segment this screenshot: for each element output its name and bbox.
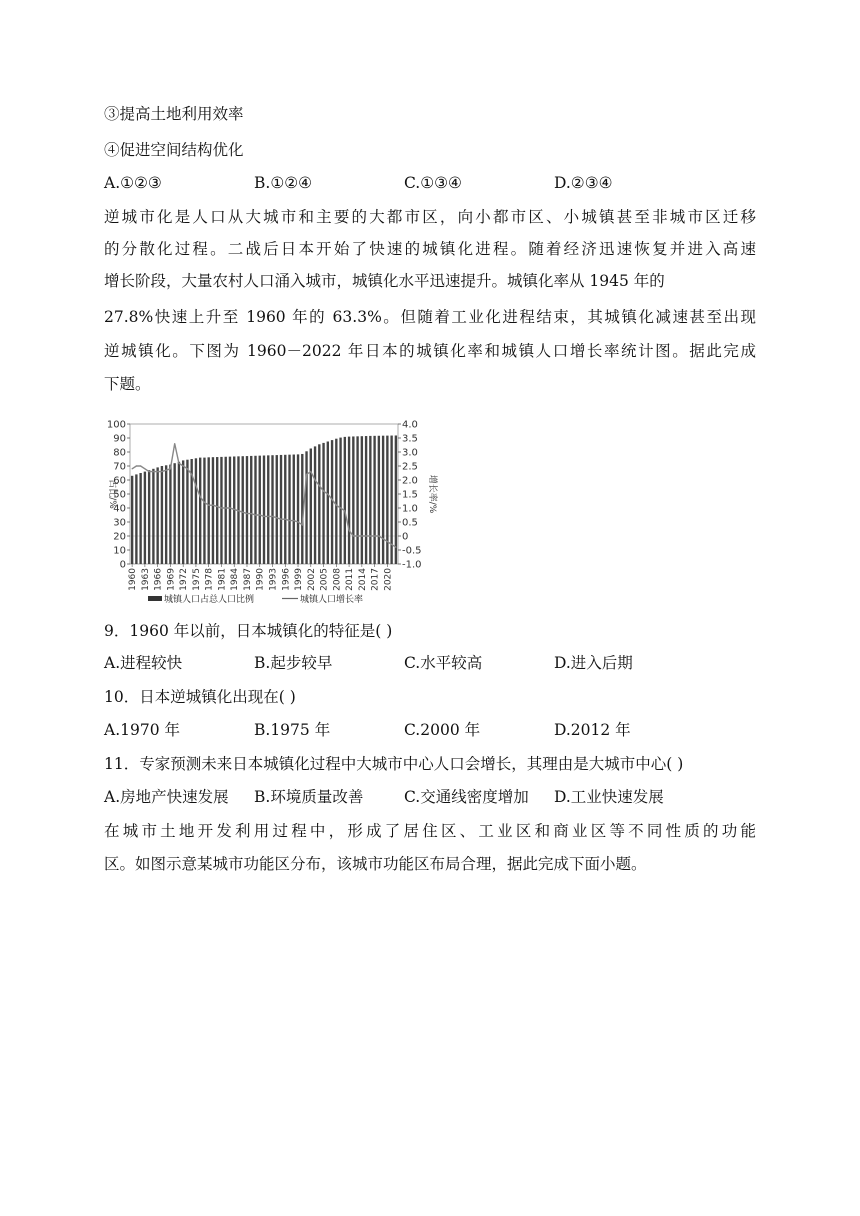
urban-share-bar (178, 462, 180, 564)
urban-share-bar (169, 465, 171, 564)
urban-share-bar (373, 436, 375, 564)
passage1-line-3: 增长阶段，大量农村人口涌入城市，城镇化水平迅速提升。城镇化率从 1945 年的 (104, 272, 665, 290)
growth-rate-point (331, 499, 332, 500)
growth-rate-point (280, 519, 281, 520)
passage1-line-1: 逆城市化是人口从大城市和主要的大都市区，向小都市区、小城镇甚至非城市区迁移 (104, 208, 756, 226)
right-tick-label: 2.0 (402, 475, 418, 487)
right-tick-label: 4.0 (402, 419, 418, 431)
urban-share-bar (131, 476, 133, 564)
left-tick-label: 50 (113, 489, 126, 501)
urban-share-bar (220, 457, 222, 564)
urban-share-bar (216, 457, 218, 564)
growth-rate-point (391, 544, 392, 545)
left-tick-label: 100 (106, 419, 126, 431)
growth-rate-point (217, 506, 218, 507)
x-tick-label: 1960 (128, 568, 139, 591)
q11-choice-c: C.交通线密度增加 (404, 788, 529, 806)
x-tick-label: 1993 (268, 568, 279, 591)
urban-share-bar (271, 455, 273, 564)
urban-share-bar (297, 454, 299, 564)
growth-rate-point (246, 513, 247, 514)
urban-share-bar (344, 437, 346, 564)
urban-share-bar (139, 473, 141, 564)
x-tick-label: 2020 (383, 568, 394, 591)
urban-share-bar (212, 457, 214, 564)
urban-share-bar (327, 442, 329, 565)
growth-rate-point (204, 502, 205, 503)
growth-rate-point (136, 465, 137, 466)
growth-rate-point (191, 474, 192, 475)
q10-choice-a: A.1970 年 (104, 721, 180, 739)
growth-rate-point (259, 514, 260, 515)
growth-rate-point (174, 443, 175, 444)
x-tick-label: 1990 (255, 568, 266, 591)
x-tick-label: 2008 (332, 568, 343, 591)
urban-share-bar (369, 436, 371, 564)
q11-choice-b: B.环境质量改善 (254, 788, 364, 806)
x-tick-label: 1996 (281, 568, 292, 591)
urban-share-bar (305, 451, 307, 564)
legend-bar-swatch (148, 596, 162, 601)
growth-rate-point (208, 505, 209, 506)
urban-share-bar (361, 436, 363, 564)
urban-share-bar (254, 456, 256, 564)
right-tick-label: 2.5 (402, 461, 418, 473)
urban-share-bar (144, 472, 146, 564)
option-item-3: ③提高土地利用效率 (104, 105, 244, 123)
q9-choice-c: C.水平较高 (404, 654, 483, 672)
urban-share-bar (284, 455, 286, 564)
urban-share-bar (246, 456, 248, 564)
left-axis-label: 占比/% (107, 479, 117, 509)
question-9-stem: 9．1960 年以前，日本城镇化的特征是( ) (104, 622, 393, 640)
growth-rate-point (348, 530, 349, 531)
growth-rate-point (187, 468, 188, 469)
right-tick-label: -0.5 (402, 545, 422, 557)
q11-choice-a: A.房地产快速发展 (104, 788, 229, 806)
left-tick-label: 80 (113, 447, 126, 459)
right-tick-label: 1.0 (402, 503, 418, 515)
left-tick-label: 40 (113, 503, 126, 515)
growth-rate-point (310, 471, 311, 472)
q10-choice-b: B.1975 年 (254, 721, 331, 739)
urban-share-bar (208, 457, 210, 564)
growth-rate-point (212, 505, 213, 506)
right-axis-label: 增长率/% (427, 474, 437, 514)
growth-rate-point (166, 470, 167, 471)
q9-choice-b: B.起步较早 (254, 654, 333, 672)
q9-choice-d: D.进入后期 (554, 654, 633, 672)
left-tick-label: 0 (119, 559, 126, 571)
urban-share-bar (288, 455, 290, 564)
passage1-line-2: 的分散化过程。二战后日本开始了快速的城镇化进程。随着经济迅速恢复并进入高速 (104, 240, 756, 258)
growth-rate-point (314, 479, 315, 480)
urban-share-bar (314, 446, 316, 564)
left-tick-label: 30 (113, 517, 126, 529)
growth-rate-point (336, 505, 337, 506)
growth-rate-point (183, 465, 184, 466)
growth-rate-point (225, 507, 226, 508)
q11-choice-d: D.工业快速发展 (554, 788, 664, 806)
q9-choice-a: A.进程较快 (104, 654, 183, 672)
urban-share-bar (173, 463, 175, 564)
urban-share-bar (152, 469, 154, 564)
growth-rate-point (221, 507, 222, 508)
left-tick-label: 70 (113, 461, 126, 473)
growth-rate-point (378, 535, 379, 536)
growth-rate-point (387, 541, 388, 542)
choice-c: C.①③④ (404, 174, 462, 192)
urban-share-bar (378, 436, 380, 564)
urban-share-bar (322, 443, 324, 564)
passage2-line-1: 在城市土地开发利用过程中，形成了居住区、工业区和商业区等不同性质的功能 (104, 822, 756, 840)
growth-rate-point (161, 471, 162, 472)
growth-rate-point (319, 485, 320, 486)
growth-rate-point (170, 468, 171, 469)
urban-share-bar (318, 444, 320, 564)
urban-share-bar (186, 460, 188, 564)
growth-rate-point (149, 471, 150, 472)
right-tick-label: 1.5 (402, 489, 418, 501)
urban-share-bar (293, 455, 295, 564)
right-tick-label: 3.0 (402, 447, 418, 459)
growth-rate-point (242, 512, 243, 513)
growth-rate-point (140, 465, 141, 466)
growth-rate-point (357, 535, 358, 536)
growth-rate-point (195, 485, 196, 486)
right-tick-label: -1.0 (402, 559, 422, 571)
growth-rate-point (383, 538, 384, 539)
question-10-stem: 10．日本逆城镇化出现在( ) (104, 688, 296, 706)
x-tick-label: 1963 (140, 568, 151, 591)
x-tick-label: 1975 (191, 568, 202, 591)
x-tick-label: 1987 (242, 568, 253, 591)
x-tick-label: 1969 (166, 568, 177, 591)
urban-share-bar (263, 456, 265, 565)
growth-rate-point (361, 535, 362, 536)
x-tick-label: 2014 (357, 568, 368, 591)
right-tick-label: 3.5 (402, 433, 418, 445)
left-tick-label: 20 (113, 531, 126, 543)
legend-label-growth-rate: 城镇人口增长率 (300, 595, 364, 605)
legend-label-urban-share: 城镇人口占总人口比例 (164, 595, 255, 605)
x-tick-label: 1981 (217, 568, 228, 591)
growth-rate-point (323, 491, 324, 492)
urban-share-bar (165, 465, 167, 564)
chart-svg (100, 412, 440, 612)
growth-rate-point (178, 463, 179, 464)
q10-choice-c: C.2000 年 (404, 721, 481, 739)
growth-rate-point (263, 516, 264, 517)
growth-rate-point (255, 514, 256, 515)
growth-rate-point (327, 493, 328, 494)
x-tick-label: 2017 (370, 568, 381, 591)
urban-share-bar (195, 458, 197, 564)
urban-share-bar (365, 436, 367, 564)
growth-rate-point (157, 471, 158, 472)
urban-share-bar (352, 436, 354, 564)
urban-share-bar (280, 455, 282, 564)
urban-share-bar (225, 457, 227, 564)
passage1-line-6: 下题。 (104, 375, 151, 393)
urban-share-bar (310, 449, 312, 565)
growth-rate-point (353, 535, 354, 536)
growth-rate-point (229, 507, 230, 508)
urbanization-chart (100, 412, 440, 612)
growth-rate-point (289, 520, 290, 521)
x-tick-label: 2002 (306, 568, 317, 591)
growth-rate-point (302, 524, 303, 525)
growth-rate-point (200, 496, 201, 497)
growth-rate-point (144, 468, 145, 469)
growth-rate-point (365, 535, 366, 536)
option-item-4: ④促进空间结构优化 (104, 141, 244, 159)
growth-rate-point (293, 520, 294, 521)
choice-b: B.①②④ (254, 174, 313, 192)
right-tick-label: 0 (402, 531, 409, 543)
urban-share-bar (382, 436, 384, 564)
growth-rate-point (132, 468, 133, 469)
urban-share-bar (242, 456, 244, 564)
urban-share-bar (250, 456, 252, 564)
growth-rate-point (276, 517, 277, 518)
passage2-line-2: 区。如图示意某城市功能区分布，该城市功能区布局合理，据此完成下面小题。 (104, 855, 647, 873)
growth-rate-point (370, 535, 371, 536)
urban-share-bar (339, 438, 341, 564)
growth-rate-point (268, 516, 269, 517)
urban-share-bar (182, 460, 184, 564)
growth-rate-point (340, 507, 341, 508)
urban-share-bar (395, 435, 397, 564)
urban-share-bar (135, 474, 137, 564)
urban-share-bar (267, 455, 269, 564)
growth-rate-point (234, 509, 235, 510)
right-tick-label: 0.5 (402, 517, 418, 529)
urban-share-bar (335, 439, 337, 564)
passage1-line-4: 27.8%快速上升至 1960 年的 63.3%。但随着工业化进程结束，其城镇化减速甚至出现 (104, 308, 756, 326)
choice-a: A.①②③ (104, 174, 162, 192)
urban-share-bar (356, 436, 358, 564)
urban-share-bar (148, 470, 150, 564)
x-tick-label: 1984 (230, 568, 241, 591)
urban-share-bar (203, 458, 205, 564)
growth-rate-point (285, 519, 286, 520)
growth-rate-point (374, 535, 375, 536)
growth-rate-point (238, 510, 239, 511)
x-tick-label: 1999 (294, 568, 305, 591)
left-tick-label: 60 (113, 475, 126, 487)
choice-d: D.②③④ (554, 174, 613, 192)
urban-share-bar (276, 455, 278, 564)
urban-share-bar (259, 456, 261, 564)
x-tick-label: 1972 (179, 568, 190, 591)
x-tick-label: 1978 (204, 568, 215, 591)
urban-share-bar (229, 457, 231, 564)
x-tick-label: 2005 (319, 568, 330, 591)
urban-share-bar (161, 466, 163, 564)
x-tick-label: 2011 (345, 568, 356, 591)
question-11-stem: 11．专家预测未来日本城镇化过程中大城市中心人口会增长，其理由是大城市中心( ) (104, 755, 684, 773)
urban-share-bar (331, 440, 333, 564)
growth-rate-point (306, 474, 307, 475)
growth-rate-point (395, 547, 396, 548)
growth-rate-point (344, 510, 345, 511)
growth-rate-point (272, 516, 273, 517)
q10-choice-d: D.2012 年 (554, 721, 631, 739)
left-tick-label: 90 (113, 433, 126, 445)
urban-share-bar (348, 437, 350, 564)
urban-share-bar (386, 436, 388, 564)
growth-rate-point (251, 513, 252, 514)
urban-share-bar (199, 458, 201, 564)
x-tick-label: 1966 (153, 568, 164, 591)
urban-share-bar (156, 467, 158, 564)
left-tick-label: 10 (113, 545, 126, 557)
growth-rate-point (297, 521, 298, 522)
growth-rate-point (153, 471, 154, 472)
passage1-line-5: 逆城镇化。下图为 1960－2022 年日本的城镇化率和城镇人口增长率统计图。据此完成 (104, 342, 756, 360)
